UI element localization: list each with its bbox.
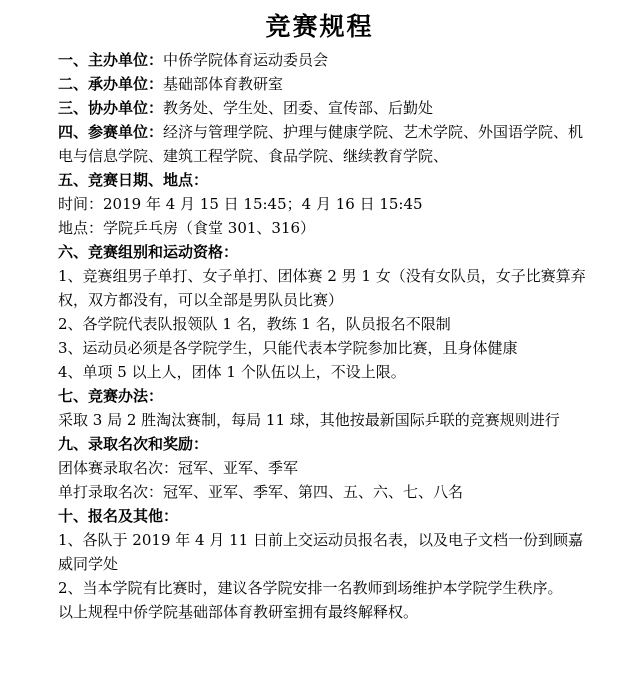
- section-label: 一、主办单位：: [58, 51, 164, 69]
- section-value: 基础部体育教研室: [163, 75, 284, 93]
- section-heading-eligibility: 六、竞赛组别和运动资格：: [58, 243, 239, 261]
- competition-time: 时间：2019 年 4 月 15 日 15:45；4 月 16 日 15:45: [58, 195, 423, 213]
- section-host: [58, 48, 588, 72]
- section-value: 教务处、学生处、团委、宣传部、后勤处: [163, 99, 434, 117]
- section-heading-registration: 十、报名及其他：: [58, 507, 179, 525]
- section-organizer: [58, 72, 588, 96]
- competition-place: 地点：学院乒乓房（食堂 301、316）: [58, 219, 316, 237]
- page-title: 竞赛规程: [265, 12, 374, 41]
- section-participants: [58, 120, 588, 168]
- single-awards: 单打录取名次：冠军、亚军、季军、第四、五、六、七、八名: [58, 483, 464, 501]
- section-heading-date-place: 五、竞赛日期、地点：: [58, 171, 209, 189]
- registration-item-2: 2、当本学院有比赛时，建议各学院安排一名教师到场维护本学院学生秩序。: [58, 579, 563, 597]
- section-heading-method: 七、竞赛办法：: [58, 387, 164, 405]
- section-label: 四、参赛单位：: [58, 123, 164, 141]
- document-body: [58, 48, 588, 624]
- section-label: 三、协办单位：: [58, 99, 164, 117]
- section-heading-awards: 九、录取名次和奖励：: [58, 435, 209, 453]
- registration-item-1: 1、各队于 2019 年 4 月 11 日前上交运动员报名表，以及电子文档一份到顾嘉威同学处: [58, 531, 583, 573]
- competition-method: 采取 3 局 2 胜淘汰赛制，每局 11 球，其他按最新国际乒联的竞赛规则进行: [58, 411, 560, 429]
- team-awards: 团体赛录取名次：冠军、亚军、季军: [58, 459, 299, 477]
- eligibility-item-4: 4、单项 5 以上人，团体 1 个队伍以上，不设上限。: [58, 363, 406, 381]
- section-value: 中侨学院体育运动委员会: [163, 51, 329, 69]
- final-statement: 以上规程中侨学院基础部体育教研室拥有最终解释权。: [58, 603, 419, 621]
- eligibility-item-1: 1、竞赛组男子单打、女子单打、团体赛 2 男 1 女（没有女队员，女子比赛算弃权，双方都没有，可以全部是男队员比赛）: [58, 267, 586, 309]
- section-value: 经济与管理学院、护理与健康学院、艺术学院、外国语学院、机电与信息学院、建筑工程学院、食品学院、继续教育学院、: [58, 123, 584, 165]
- eligibility-item-2: 2、各学院代表队报领队 1 名，教练 1 名，队员报名不限制: [58, 315, 451, 333]
- section-label: 二、承办单位：: [58, 75, 164, 93]
- eligibility-item-3: 3、运动员必须是各学院学生，只能代表本学院参加比赛，且身体健康: [58, 339, 518, 357]
- section-co-organizer: [58, 96, 588, 120]
